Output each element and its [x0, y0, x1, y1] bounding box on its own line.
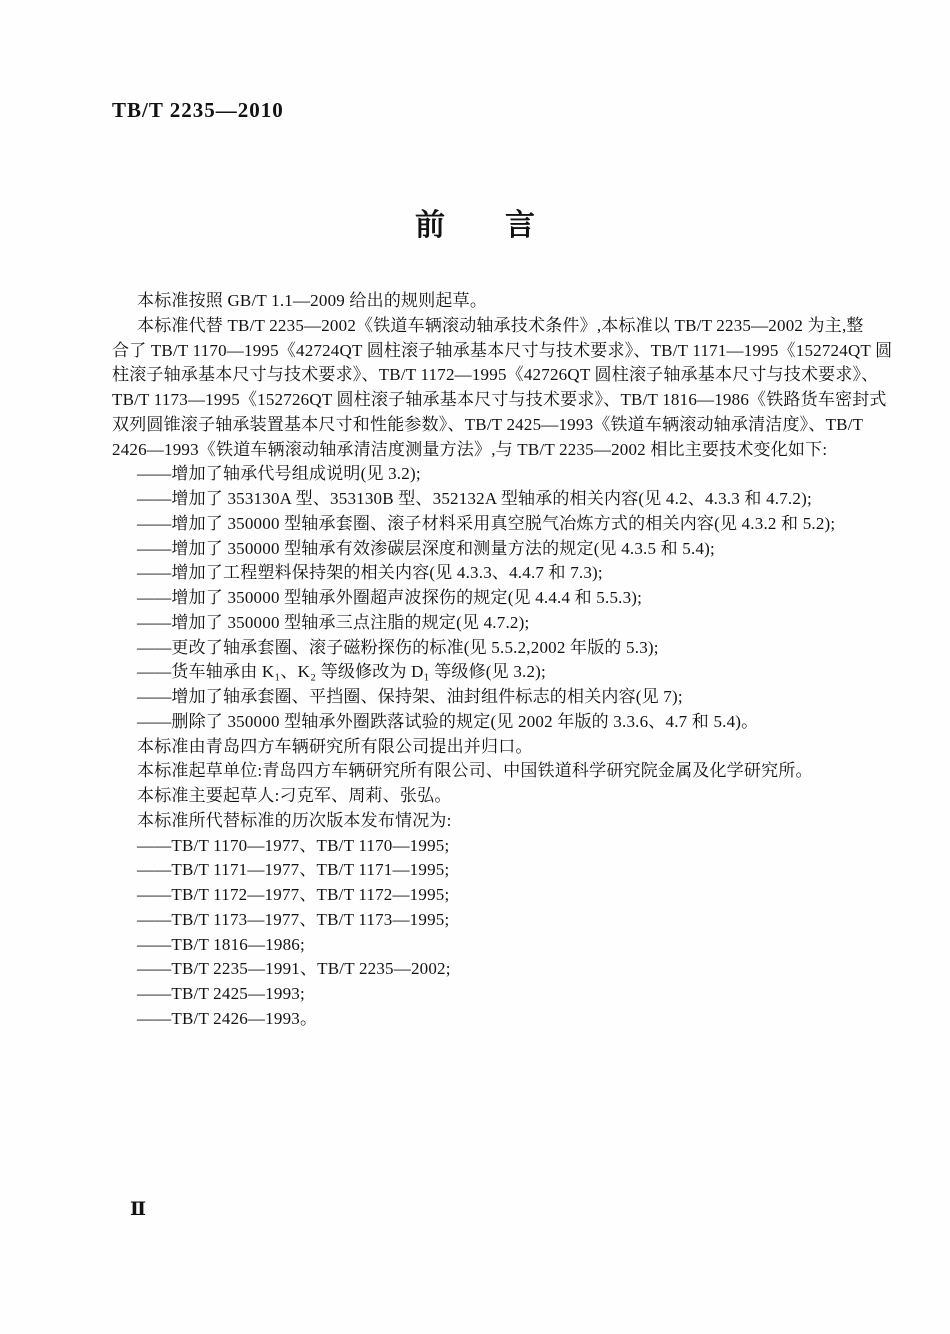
text-line: 本标准代替 TB/T 2235—2002《铁道车辆滚动轴承技术条件》,本标准以 TB/T 2235—2002 为主,整 [137, 315, 864, 335]
text-line: ——TB/T 1816—1986; [137, 934, 305, 954]
text-line: 双列圆锥滚子轴承装置基本尺寸和性能参数》、TB/T 2425—1993《铁道车辆滚动轴承清洁度》、TB/T [112, 414, 864, 434]
text-line: ——增加了 350000 型轴承外圈超声波探伤的规定(见 4.4.4 和 5.5.3); [137, 588, 643, 607]
foreword-title: 前 言 [415, 209, 535, 242]
text-line: 2426—1993《铁道车辆滚动轴承清洁度测量方法》,与 TB/T 2235—2002 相比主要技术变化如下: [112, 439, 828, 459]
text-line: 本标准起草单位:青岛四方车辆研究所有限公司、中国铁道科学研究院金属及化学研究所。 [137, 761, 813, 781]
text-line: ——增加了工程塑料保持架的相关内容(见 4.3.3、4.4.7 和 7.3); [137, 563, 603, 583]
text-line: ——TB/T 2425—1993; [137, 984, 305, 1003]
text-line: 本标准由青岛四方车辆研究所有限公司提出并归口。 [137, 736, 533, 756]
text-line: TB/T 1173—1995《152726QT 圆柱滚子轴承基本尺寸与技术要求》、TB/T 1816—1986《铁路货车密封式 [112, 390, 887, 409]
text-line: ——增加了 350000 型轴承有效渗碳层深度和测量方法的规定(见 4.3.5 和 5.4); [137, 538, 715, 558]
text-line: ——更改了轴承套圈、滚子磁粉探伤的标准(见 5.5.2,2002 年版的 5.3); [137, 637, 659, 657]
text-line: ——TB/T 1173—1977、TB/T 1173—1995; [137, 909, 450, 929]
text-line: 本标准主要起草人:刁克军、周莉、张弘。 [137, 786, 452, 805]
text-line: ——TB/T 1172—1977、TB/T 1172—1995; [137, 885, 450, 904]
standard-number: TB/T 2235—2010 [112, 98, 284, 122]
text-line: ——TB/T 1170—1977、TB/T 1170—1995; [137, 835, 450, 855]
text-line: ——TB/T 1171—1977、TB/T 1171—1995; [137, 860, 450, 880]
text-line: ——TB/T 2426—1993。 [137, 1008, 318, 1028]
text-line: ——增加了轴承代号组成说明(见 3.2); [137, 464, 421, 484]
text-line: ——增加了 353130A 型、353130B 型、352132A 型轴承的相关内容(见 4.2、4.3.3 和 4.7.2); [137, 489, 812, 508]
text-line: ——TB/T 2235—1991、TB/T 2235—2002; [137, 959, 451, 979]
text-line: 本标准所代替标准的历次版本发布情况为: [137, 810, 452, 830]
text-line: ——增加了轴承套圈、平挡圈、保持架、油封组件标志的相关内容(见 7); [137, 687, 683, 706]
text-line: ——删除了 350000 型轴承外圈跌落试验的规定(见 2002 年版的 3.3.6、4.7 和 5.4)。 [137, 711, 759, 731]
text-line: 本标准按照 GB/T 1.1—2009 给出的规则起草。 [137, 291, 488, 310]
text-line: 柱滚子轴承基本尺寸与技术要求》、TB/T 1172—1995《42726QT 圆柱滚子轴承基本尺寸与技术要求》、 [112, 365, 879, 385]
text-line: ——增加了 350000 型轴承三点注脂的规定(见 4.7.2); [137, 612, 530, 632]
page-number: Ⅱ [130, 1199, 147, 1220]
text-line: 合了 TB/T 1170—1995《42724QT 圆柱滚子轴承基本尺寸与技术要求》、TB/T 1171—1995《152724QT 圆 [112, 340, 893, 360]
text-line: ——货车轴承由 K₁、K₂ 等级修改为 D₁ 等级修(见 3.2); [137, 662, 546, 682]
text-line: ——增加了 350000 型轴承套圈、滚子材料采用真空脱气冶炼方式的相关内容(见 4.3.2 和 5.2); [137, 513, 836, 533]
document-body [112, 289, 893, 1032]
